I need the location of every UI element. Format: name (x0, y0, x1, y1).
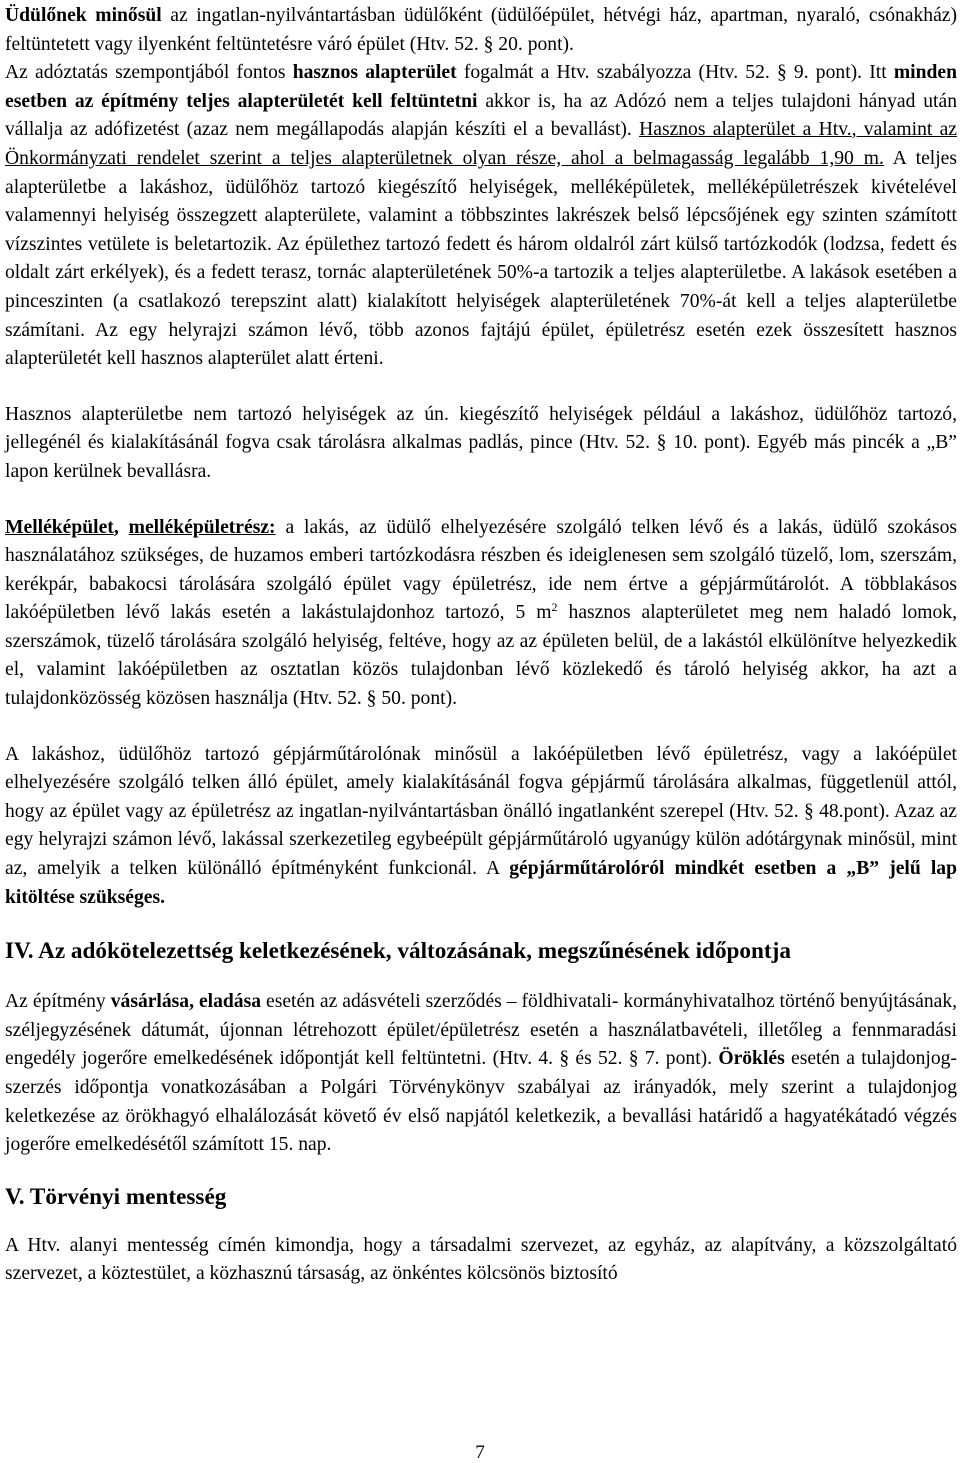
text-span: Az építmény (5, 991, 111, 1013)
section-heading-v: V. Törvényi mentesség (5, 1183, 227, 1210)
text-span: Hasznos alapterületbe nem tartozó helyiségek az ún. kiegészítő helyiségek például a lakáshoz, üdülőhöz tartozó, jellegénél és kialakításánál fogva csak tárolásra alkalmas padlás, pince (Htv. 52. § 10. pont). Egyéb más pincék a „B” lapon kerülnek bevallásra. (5, 403, 957, 482)
text-span: Az adóztatás szempontjából fontos (5, 62, 293, 84)
text-span: akkor is, ha az Adózó nem a teljes tulajdoni hányad után vállalja az adófizetést (azaz nem megállapodás alapján készíti el a bevallást). (5, 90, 957, 141)
text-span: A lakáshoz, üdülőhöz tartozó gépjárműtárolónak minősül a lakóépületben lévő épületrész, vagy a lakóépület elhelyezésére szolgáló telken álló épület, amely kialakításánál fogva gépjármű tárolására alkalmas, függetlenül attól, hogy az épület vagy az épületrész az ingatlan-nyilvántartásban önálló ingatlanként szerepel (Htv. 52. § 48.pont). Azaz az egy helyrajzi számon lévő, lakással szerkezetileg egybeépült gépjárműtároló ugyanúgy külön adótárgynak minősül, mint az, amelyik a telken különálló építményként funkcionál. A (5, 743, 957, 880)
paragraph-adokotelezettseg (5, 988, 957, 1160)
paragraph-kiegeszito-helyisegek (5, 401, 957, 487)
text-span: hasznos alapterületet meg nem haladó lomok, szerszámok, tüzelő tárolására szolgáló helyiség, feltéve, hogy az az épületen belül, de a lakástól elkülönítve helyezkedik el, valamint lakóépületben az osztatlan közös tulajdonban lévő közlekedő és tároló helyiség akkor, ha azt a tulajdonközösség közösen használja (Htv. 52. § 50. pont). (5, 602, 957, 710)
text-span: esetén az adásvételi szerződés – földhivatali- kormányhivatalhoz történő benyújtásának, széljegyzésének dátumát, újonnan létrehozott épület/épületrész esetén a használatbavételi, illetőleg a fennmaradási engedély jogerőre emelkedésének időpontját kell feltüntetni. (Htv. 4. § és 52. § 7. pont). (5, 991, 958, 1070)
term-udulo: Üdülőnek minősül (5, 5, 162, 26)
text-span: az ingatlan-nyilvántartásban üdülőként (üdülőépület, hétvégi ház, apartman, nyaraló, csónakház) feltüntetett vagy ilyenként feltüntetésre váró épület (Htv. 52. § 20. pont). (5, 5, 958, 55)
text-span: A lakások esetében a pinceszinten (a csatlakozó terepszint alatt) kialakított helyiségek alapterületének 70%-át kell a teljes alapterületbe számítani. (5, 262, 957, 341)
term-melleképuletresz: melléképületrész: (128, 516, 276, 538)
page-number: 7 (475, 1442, 485, 1463)
term-melleképulet: Melléképület (5, 516, 114, 538)
emphasis-b-lap: gépjárműtárolóról mindkét esetben a „B” jelű lap kitöltése szükséges. (5, 858, 958, 908)
term-orokles: Öröklés (718, 1048, 785, 1070)
text-span: A Htv. alanyi mentesség címén kimondja, hogy a társadalmi szervezet, az egyház, az alapítvány, a közszolgáltató szervezet, a köztestület, a közhasznú társaság, az önkéntes kölcsönös biztosító (5, 1234, 957, 1285)
underlined-hasznos-alapterulet: Hasznos alapterület a Htv. (639, 119, 852, 141)
paragraph-udulo (5, 2, 957, 59)
paragraph-mentesseg (5, 1232, 957, 1289)
term-vasarlas-eladas: vásárlása, eladása (110, 991, 262, 1013)
text-span: a lakás, az üdülő elhelyezésére szolgáló telken lévő és a lakás, üdülő szokásos használatához szükséges, de huzamos emberi tartózkodásra részben és ideiglenesen sem szolgáló tüzelő, lom, szerszám, kerékpár, babakocsi tárolására szolgáló épület vagy épületrész, ide nem értve a gépjárműtárolót. (5, 516, 957, 595)
text-span: esetén a tulajdonjog-szerzés időpontja vonatkozásában a Polgári Törvénykönyv szabályai az irányadók, mely szerint a tulajdonjog keletkezése az örökhagyó elhalálozását követő év első napjától keletkezik, a bevallási határidő a hagyatékátadó végzés jogerőre emelkedésétől számított 15. nap. (5, 1048, 957, 1156)
paragraph-hasznos-alapterulet (5, 59, 957, 374)
superscript: 2 (551, 600, 558, 615)
text-span: A többlakásos lakóépületben lévő lakás esetén a lakástulajdonhoz tartozó, 5 m (5, 573, 957, 624)
paragraph-melleképulet (5, 514, 957, 714)
term-hasznos-alapterulet: hasznos alapterület (292, 62, 457, 84)
emphasis-teljes-alapterulet: minden esetben az építmény teljes alapterületét kell feltüntetni (5, 62, 957, 112)
underlined-belmagassag: , valamint az Önkormányzati rendelet szerint a teljes alapterületnek olyan része, ahol a belmagasság legalább 1,90 m. (5, 119, 957, 169)
text-span: , (113, 516, 129, 538)
text-span: Az egy helyrajzi számon lévő, több azonos fajtájú épület, épületrész esetén ezek összesített hasznos alapterületét kell hasznos alapterület alatt érteni. (5, 319, 957, 370)
section-heading-iv: IV. Az adókötelezettség keletkezésének, változásának, megszűnésének időpontja (5, 938, 791, 965)
document-page (5, 2, 957, 1289)
paragraph-gepjarmutarolo (5, 741, 957, 913)
text-span: fogalmát a Htv. szabályozza (Htv. 52. § 9. pont). Itt (456, 62, 894, 84)
text-span: Az épülethez tartozó fedett és három oldalról zárt külső tartózkodók (lodzsa, fedett és oldalt zárt erkélyek), és a fedett terasz, tornác alapterületének 50%-a tartozik a teljes alapterületbe. (5, 233, 957, 284)
text-span: A teljes alapterületbe a lakáshoz, üdülőhöz tartozó kiegészítő helyiségek, melléképületek, melléképületrészek kivételével valamennyi helyiség összegzett alapterülete, valamint a többszintes lakrészek belső lépcsőjének egy szinten számított vízszintes vetülete is beletartozik. (5, 147, 958, 255)
